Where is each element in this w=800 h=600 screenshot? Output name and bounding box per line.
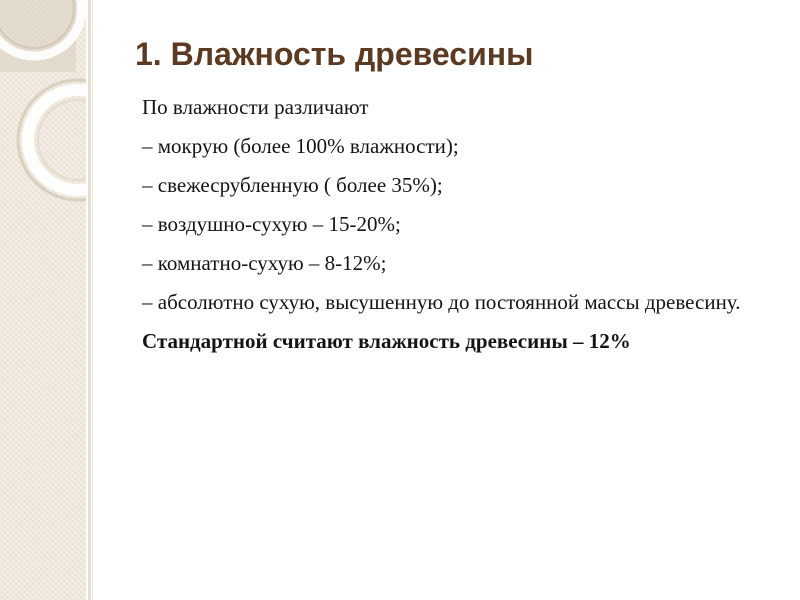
- list-item: – свежесрубленную ( более 35%);: [142, 173, 443, 197]
- list-item: – воздушно-сухую – 15-20%;: [142, 212, 401, 236]
- slide-title: 1. Влажность древесины: [135, 36, 534, 72]
- list-item: – абсолютно сухую, высушенную до постоянной массы древесину.: [142, 290, 741, 314]
- slide-body: [142, 94, 787, 367]
- list-item: – мокрую (более 100% влажности);: [142, 134, 459, 158]
- conclusion-text: Стандартной считают влажность древесины – 12%: [142, 329, 631, 353]
- decorative-sidebar: [0, 0, 86, 600]
- sidebar-divider-thin: [92, 0, 93, 600]
- ring-ornament-icon: [0, 0, 86, 600]
- intro-text: По влажности различают: [142, 95, 369, 119]
- sidebar-divider: [88, 0, 91, 600]
- list-item: – комнатно-сухую – 8-12%;: [142, 251, 387, 275]
